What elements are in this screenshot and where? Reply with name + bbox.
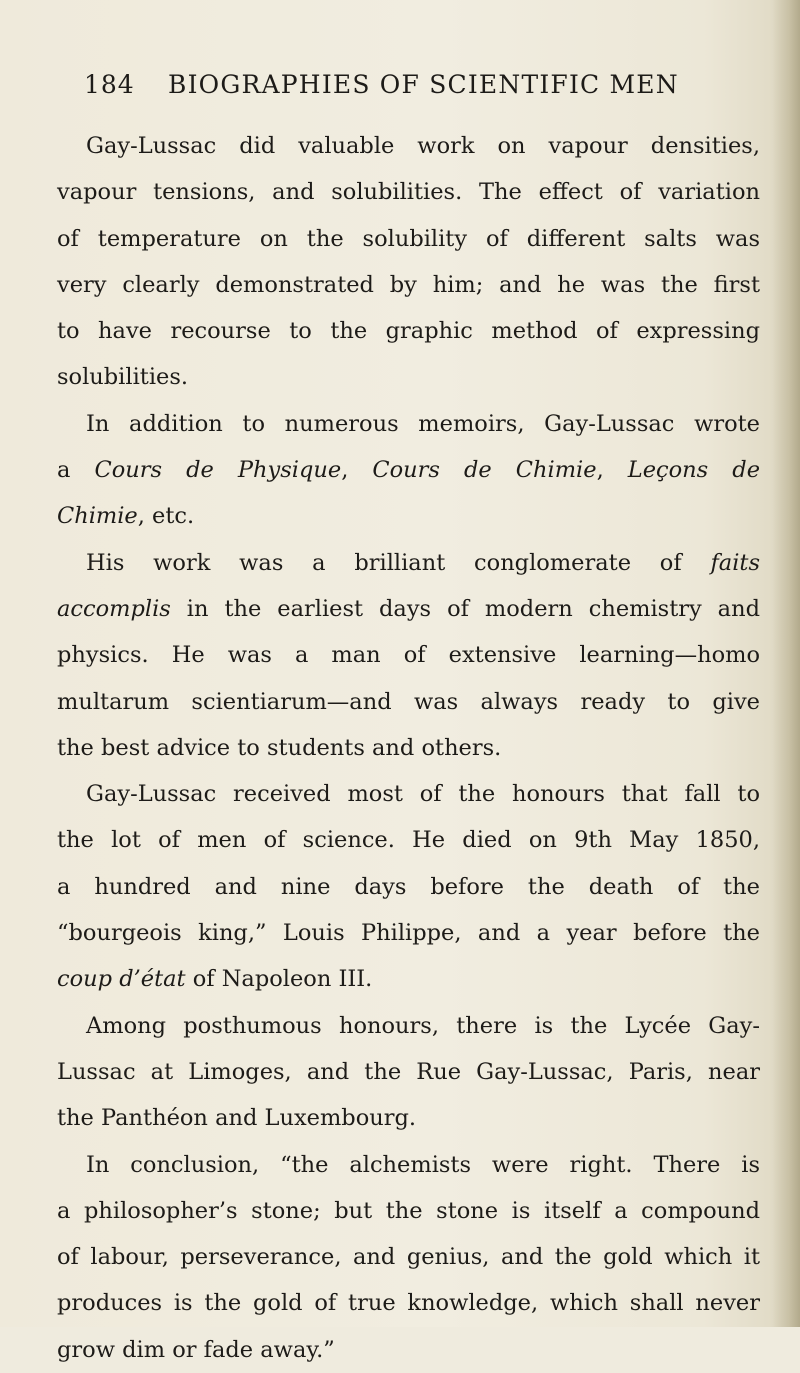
text-line: a philosopher’s stone; but the stone is itself a compound (57, 1197, 760, 1224)
body-text (57, 123, 760, 1373)
text-line: In conclusion, “the alchemists were right. There is (86, 1151, 760, 1178)
text-line: grow dim or fade away.” (57, 1336, 335, 1363)
text-line: Lussac at Limoges, and the Rue Gay-Lussac, Paris, near (57, 1058, 760, 1085)
text-line: a Cours de Physique, Cours de Chimie, Leçons de (57, 457, 761, 484)
text-line: accomplis in the earliest days of modern chemistry and (57, 595, 760, 622)
page-header (84, 70, 724, 110)
page-number: 184 (84, 70, 135, 99)
text-line: In addition to numerous memoirs, Gay-Lussac wrote (86, 410, 760, 437)
text-line: produces is the gold of true knowledge, which shall never (57, 1290, 760, 1317)
text-line: of labour, perseverance, and genius, and the gold which it (57, 1244, 760, 1271)
text-line: multarum scientiarum—and was always ready to give (57, 688, 760, 715)
page-edge-shadow (772, 0, 800, 1327)
text-line: Among posthumous honours, there is the Lycée Gay- (86, 1012, 760, 1039)
text-line: the lot of men of science. He died on 9th May 1850, (57, 827, 760, 854)
text-line: physics. He was a man of extensive learning—homo (57, 642, 760, 669)
text-line: His work was a brilliant conglomerate of faits (86, 549, 760, 576)
text-line: to have recourse to the graphic method of expressing (57, 318, 760, 345)
text-line: Chimie, etc. (57, 503, 195, 530)
text-line: of temperature on the solubility of different salts was (57, 225, 760, 252)
text-line: Gay-Lussac did valuable work on vapour densities, (86, 133, 760, 159)
text-line: the best advice to students and others. (57, 734, 502, 761)
text-line: solubilities. (57, 364, 189, 391)
text-line: very clearly demonstrated by him; and he was the first (57, 271, 760, 298)
text-line: coup d’état of Napoleon III. (57, 966, 373, 993)
running-head: BIOGRAPHIES OF SCIENTIFIC MEN (168, 70, 679, 99)
text-line: “bourgeois king,” Louis Philippe, and a year before the (57, 920, 760, 947)
text-line: Gay-Lussac received most of the honours that fall to (86, 781, 760, 808)
text-line: a hundred and nine days before the death of the (57, 873, 760, 900)
text-line: vapour tensions, and solubilities. The effect of variation (57, 179, 760, 206)
text-line: the Panthéon and Luxembourg. (57, 1105, 417, 1132)
